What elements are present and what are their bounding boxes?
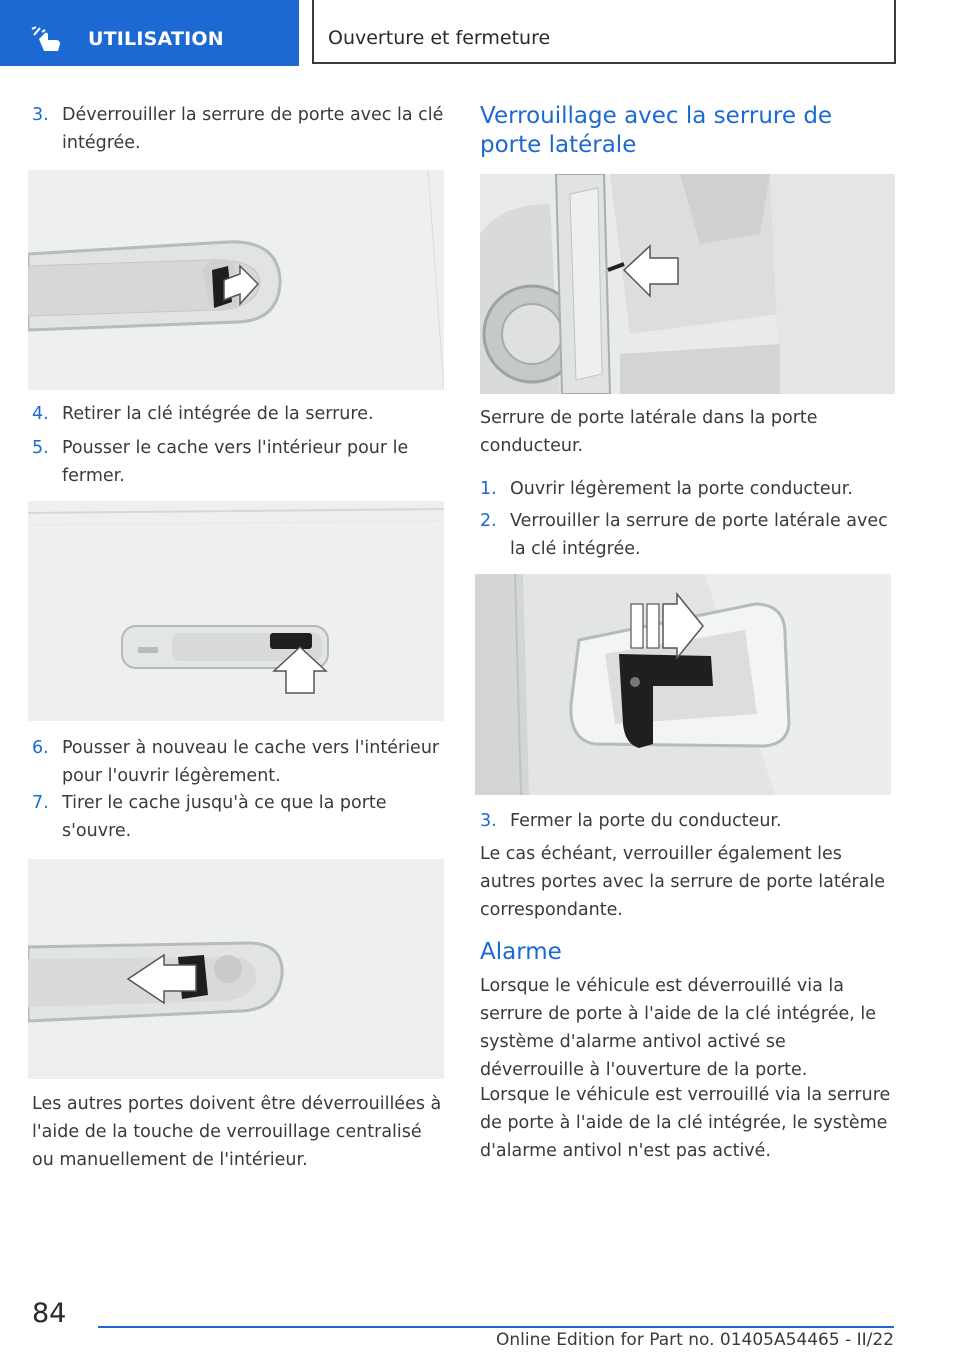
figure-cover-pull: [28, 859, 444, 1079]
chapter-title-box: [312, 0, 896, 64]
list-item: [480, 807, 894, 835]
step-number: 6.: [32, 738, 49, 758]
step-text: Retirer la clé intégrée de la serrure.: [62, 404, 374, 424]
closing-paragraph: Les autres portes doivent être déverrouillées à l'aide de la touche de verrouillage centralisé ou manuellement de l'intérieur.: [32, 1094, 442, 1170]
list-item: [480, 475, 894, 503]
step-text: Fermer la porte du conducteur.: [510, 811, 782, 831]
list-item: [32, 434, 444, 490]
footer-divider: [98, 1326, 894, 1328]
step-text: Ouvrir légèrement la porte conducteur.: [510, 479, 853, 499]
alarm-paragraph-2: Lorsque le véhicule est verrouillé via la serrure de porte à l'aide de la clé intégrée, le système d'alarme antivol n'est pas activé.: [480, 1085, 891, 1161]
page-number: 84: [32, 1298, 67, 1329]
section-heading: Alarme: [480, 939, 562, 965]
figure-caption: Serrure de porte latérale dans la porte conducteur.: [480, 408, 818, 456]
note-paragraph: Le cas échéant, verrouiller également les autres portes avec la serrure de porte latérale correspondante.: [480, 844, 886, 920]
list-item: [32, 101, 444, 157]
list-item: [32, 734, 444, 790]
section-heading: Verrouillage avec la serrure de porte latérale: [480, 103, 833, 158]
step-number: 5.: [32, 438, 49, 458]
figure-key-in-lock: [475, 574, 891, 795]
alarm-paragraph-1: Lorsque le véhicule est déverrouillé via la serrure de porte à l'aide de la clé intégrée, le système d'alarme antivol activé se déverrouille à l'ouverture de la porte.: [480, 976, 877, 1080]
figure-side-door-lock: [480, 174, 895, 394]
hand-pointer-icon: [30, 26, 64, 52]
step-number: 2.: [480, 511, 497, 531]
step-text: Pousser à nouveau le cache vers l'intérieur pour l'ouvrir légèrement.: [62, 738, 440, 786]
step-number: 4.: [32, 404, 49, 424]
list-item: [32, 400, 444, 428]
step-number: 3.: [32, 105, 49, 125]
figure-cover-closed: [28, 501, 444, 721]
step-number: 7.: [32, 793, 49, 813]
edition-text: Online Edition for Part no. 01405A54465 - II/22: [495, 1330, 894, 1350]
step-text: Déverrouiller la serrure de porte avec la clé intégrée.: [62, 105, 444, 153]
step-text: Verrouiller la serrure de porte latérale avec la clé intégrée.: [510, 511, 888, 559]
section-tab[interactable]: [0, 0, 299, 66]
list-item: [32, 789, 444, 845]
chapter-title: Ouverture et fermeture: [328, 27, 551, 49]
step-text: Tirer le cache jusqu'à ce que la porte s'ouvre.: [62, 793, 387, 841]
figure-door-lock-key: [28, 170, 444, 390]
section-label: UTILISATION: [88, 28, 224, 50]
step-number: 1.: [480, 479, 497, 499]
step-number: 3.: [480, 811, 497, 831]
step-text: Pousser le cache vers l'intérieur pour le fermer.: [62, 438, 409, 486]
list-item: [480, 507, 894, 563]
